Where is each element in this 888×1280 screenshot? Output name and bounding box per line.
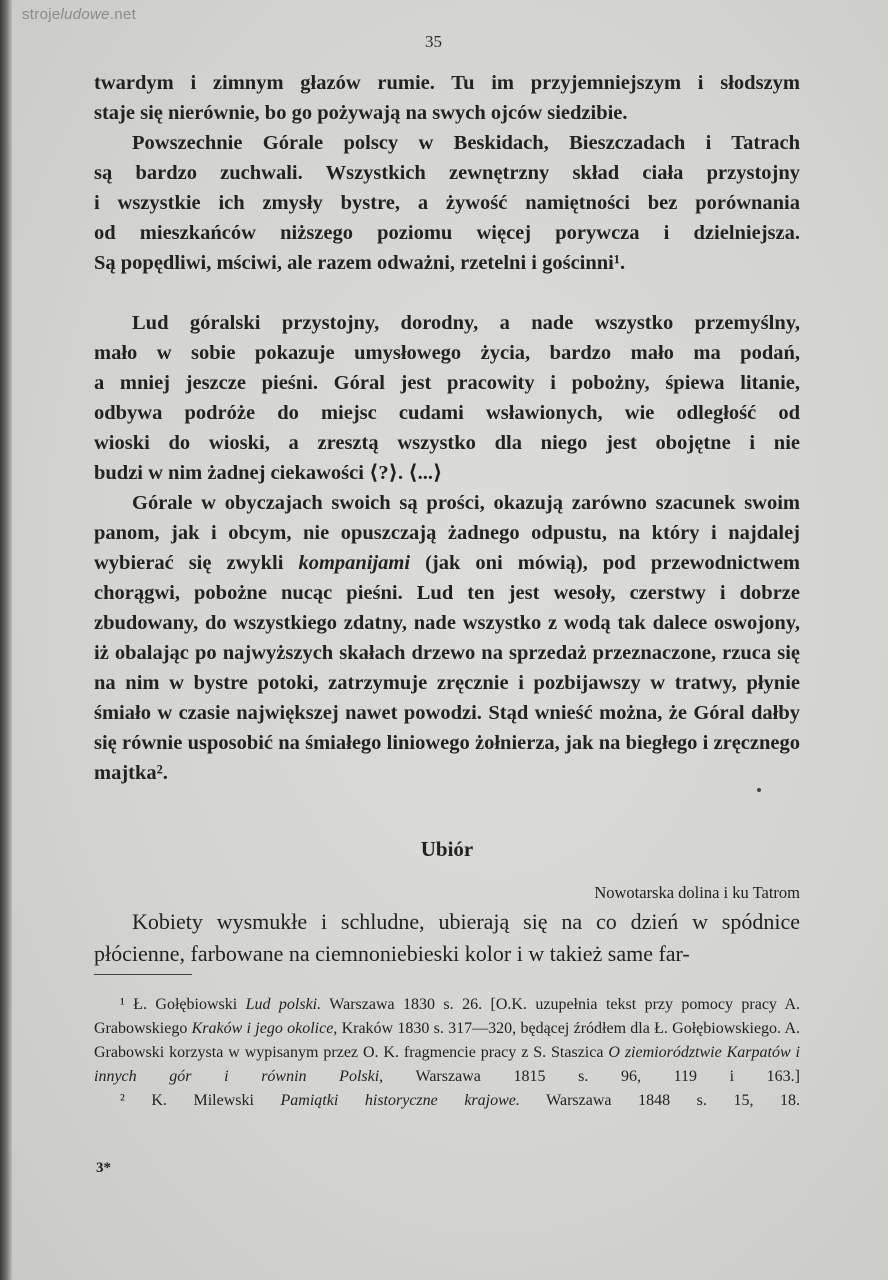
footnotes bbox=[94, 993, 800, 1113]
page-number: 35 bbox=[425, 32, 442, 51]
text-line: staje się nierównie, bo go pożywają na swych ojców siedzibie. bbox=[94, 102, 628, 124]
text-line: Lud góralski przystojny, dorodny, a nade wszystko przemyślny, bbox=[132, 312, 800, 334]
lead-paragraph: Kobiety wysmukłe i schludne, ubierają się na co dzień w spódnice płócienne, farbowane na ciemnoniebieski kolor i w takież same far- bbox=[94, 909, 800, 966]
paragraph-1 bbox=[94, 68, 800, 128]
body-text bbox=[94, 68, 800, 1113]
text-line: od mieszkańców niższego poziomu więcej porywcza i dzielniejsza. bbox=[94, 222, 800, 244]
footnote-2: ² K. Milewski Pamiątki historyczne krajowe. Warszawa 1848 s. 15, 18. bbox=[120, 1092, 801, 1109]
watermark: strojeludowe.net bbox=[22, 6, 137, 23]
text-line: są bardzo zuchwali. Wszystkich zewnętrzny skład ciała przystojny bbox=[94, 162, 800, 184]
paragraph-3 bbox=[94, 308, 800, 488]
footnote-1: ¹ Ł. Gołębiowski Lud polski. Warszawa 1830 s. 26. [O.K. uzupełnia tekst przy pomocy pracy A. Grabowskiego Kraków i jego okolice, Kraków 1830 s. 317—320, będącej źródłem dla Ł. Gołębiowskiego. A. Grabowski korzysta w wypisanym przez O. K. fragmencie pracy z S. Staszica O ziemiorództwie Karpatów i innych gór i równin Polski, Warszawa 1815 s. 96, 119 i 163.] bbox=[94, 996, 801, 1085]
text-line: wioski do wioski, a zresztą wszystko dla niego jest obojętne i nie bbox=[94, 432, 800, 454]
paragraph-4: Górale w obyczajach swoich są prości, okazują zarówno szacunek swoim panom, jak i obcym, nie opuszczają żadnego odpustu, na który i najdalej wybierać się zwykli kompanijami (jak oni mówią), pod przewodnictwem chorągwi, pobożne nucąc pieśni. Lud ten jest wesoły, czerstwy i dobrze zbudowany, do wszystkiego zdatny, nade wszystko z wodą tak dalece oswojony, iż obalając po najwyższych skałach drzewo na sprzedaż przeznaczone, rzuca się na nim w bystre potoki, zatrzymuje zręcznie i pozbijawszy w tratwy, płynie śmiało w czasie największej nawet powodzi. Stąd wnieść można, że Góral dałby się równie usposobić na śmiałego liniowego żołnierza, jak na biegłego i zręcznego majtka². bbox=[94, 492, 800, 784]
paragraph-2 bbox=[94, 128, 800, 278]
book-page bbox=[12, 0, 888, 1280]
section-heading: Ubiór bbox=[420, 837, 474, 861]
text-line: mało w sobie pokazuje umysłowego życia, bardzo mało ma podań, bbox=[94, 342, 800, 364]
print-speck bbox=[757, 788, 761, 792]
text-line: Powszechnie Górale polscy w Beskidach, Bieszczadach i Tatrach bbox=[132, 132, 800, 154]
text-line: i wszystkie ich zmysły bystre, a żywość namiętności bez porównania bbox=[94, 192, 800, 214]
text-line: a mniej jeszcze pieśni. Góral jest pracowity i pobożny, śpiewa litanie, bbox=[94, 372, 800, 394]
text-line: Są popędliwi, mściwi, ale razem odważni, rzetelni i gościnni¹. bbox=[94, 252, 626, 274]
text-line: budzi w nim żadnej ciekawości ⟨?⟩. ⟨...⟩ bbox=[94, 462, 443, 484]
footnote-rule bbox=[94, 974, 192, 975]
text-line: odbywa podróże do miejsc cudami wsławionych, wie odległość od bbox=[94, 402, 800, 424]
text-line: twardym i zimnym głazów rumie. Tu im przyjemniejszym i słodszym bbox=[94, 72, 800, 94]
section-subheading: Nowotarska dolina i ku Tatrom bbox=[594, 883, 800, 902]
book-spine-shadow bbox=[0, 0, 12, 1280]
printer-signature: 3* bbox=[96, 1160, 111, 1176]
